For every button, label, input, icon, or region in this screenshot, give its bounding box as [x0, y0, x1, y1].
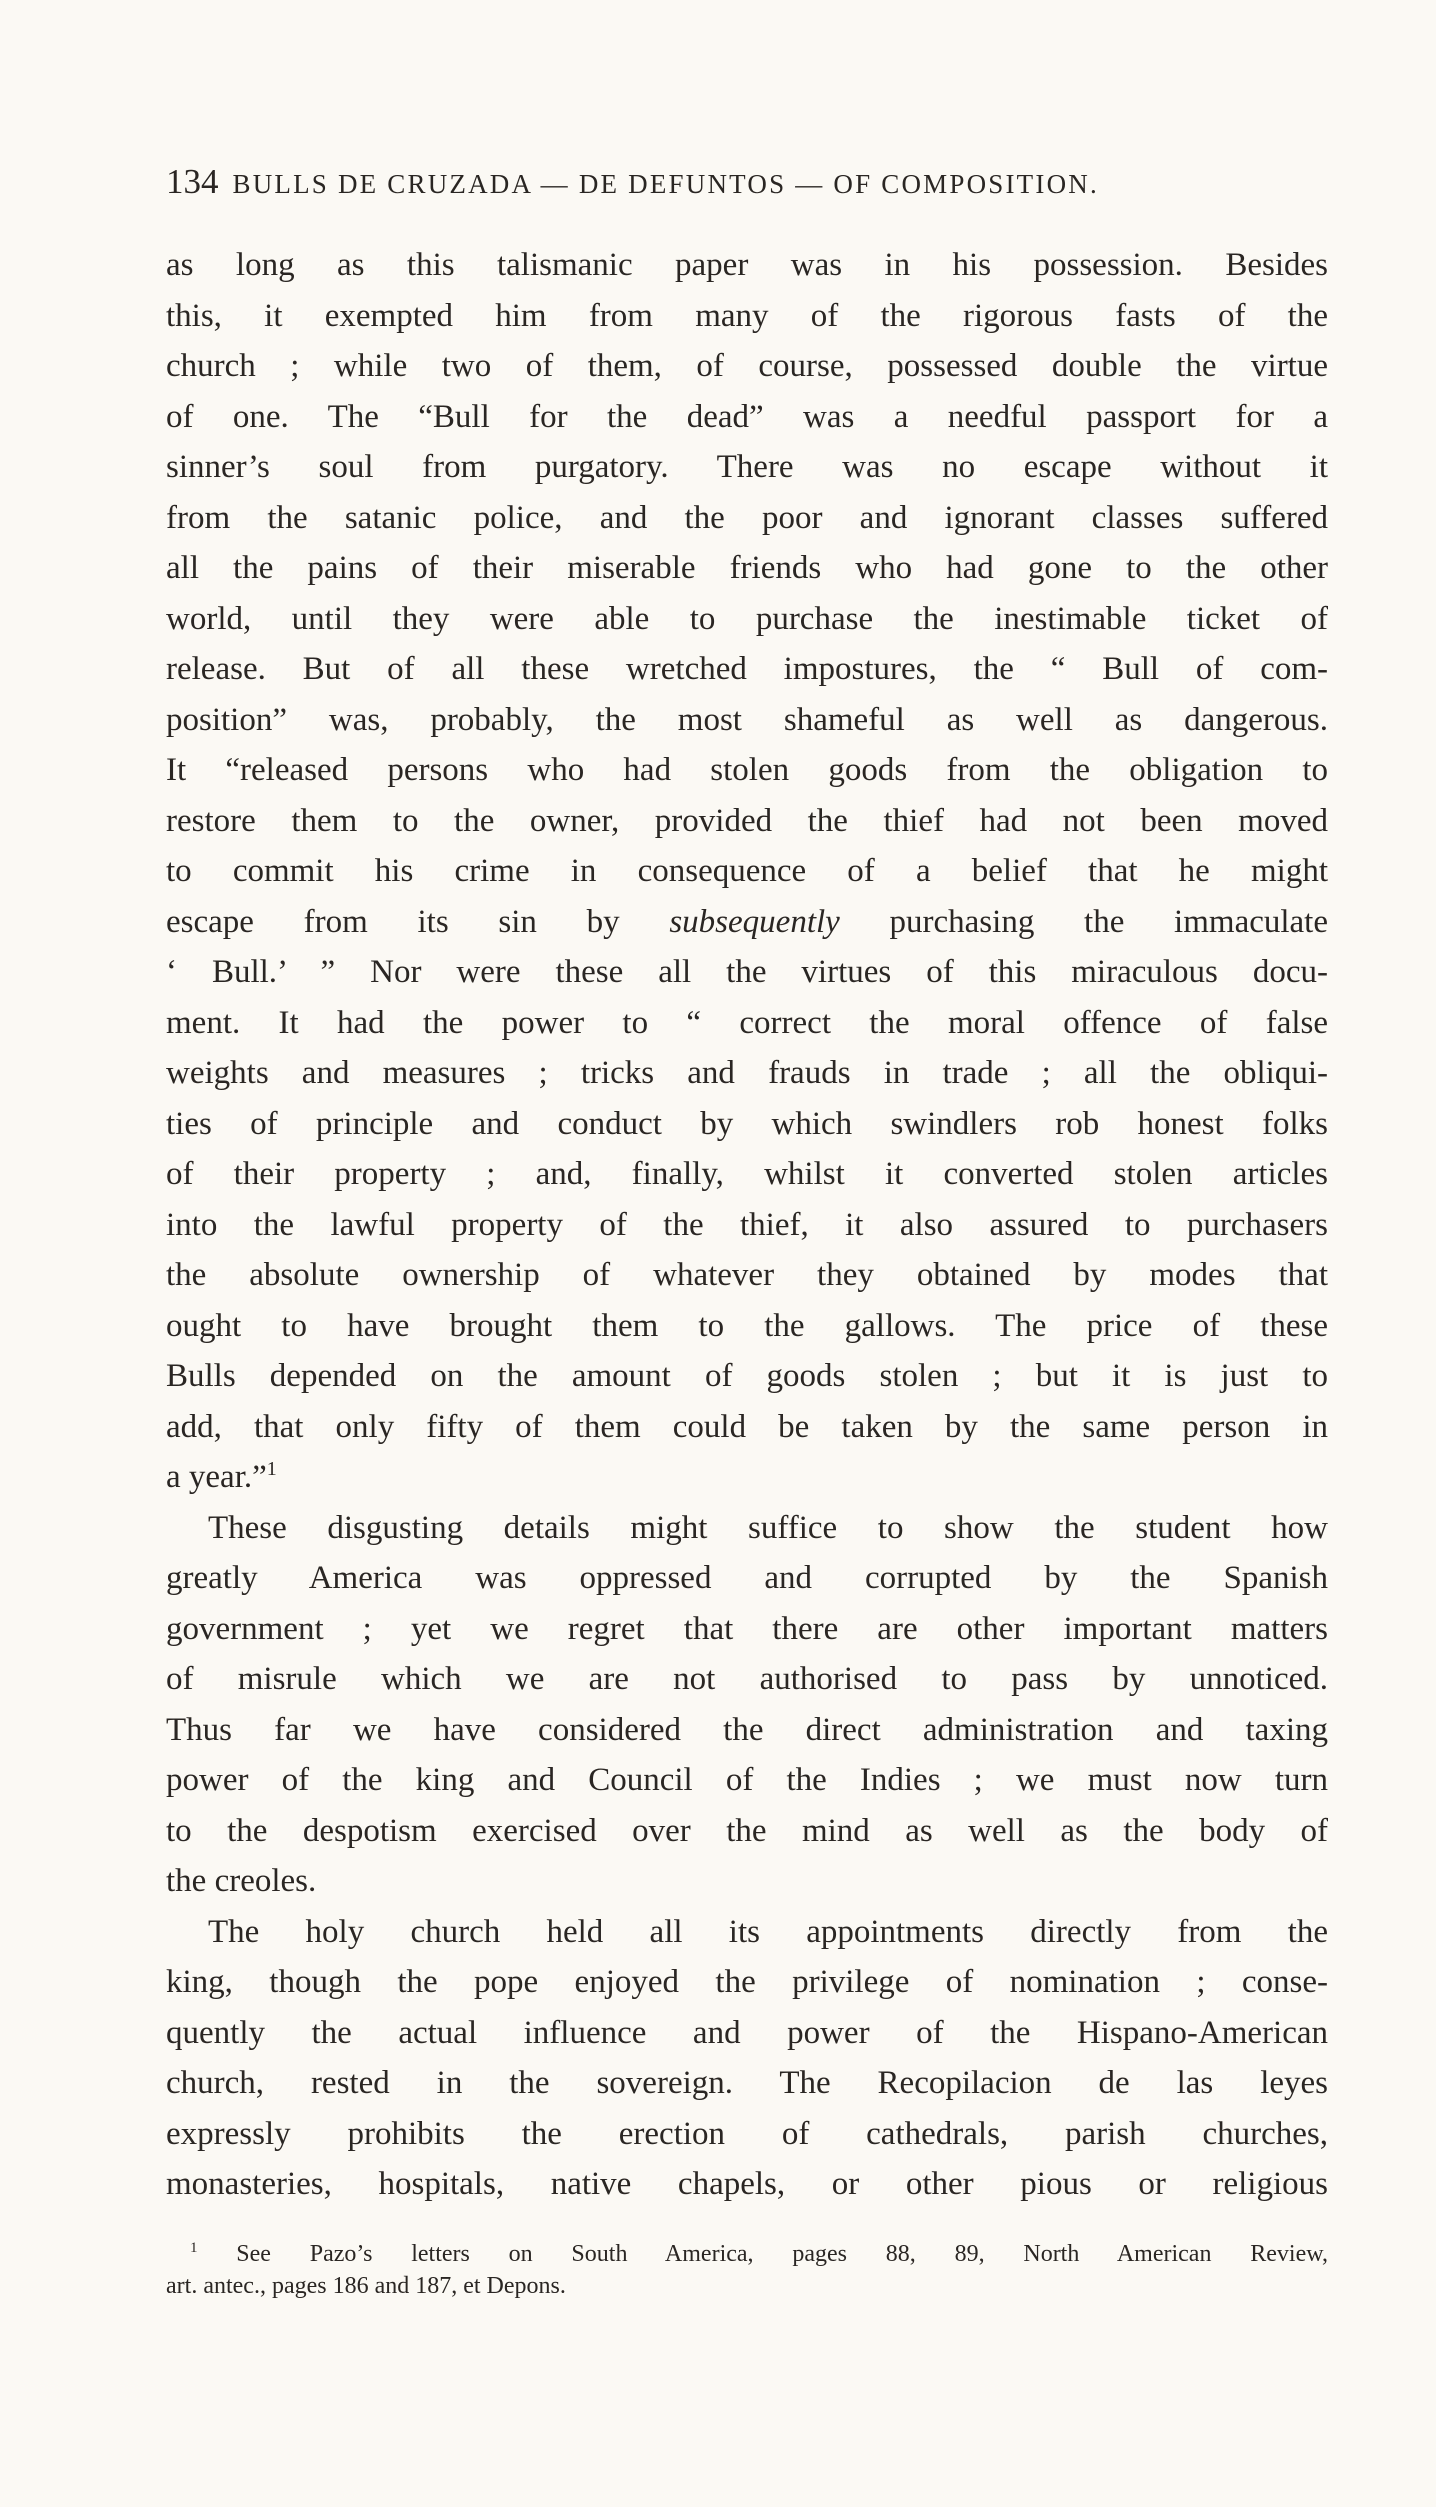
text-line: of one. The “Bull for the dead” was a needful passport for a — [166, 398, 1328, 435]
text-line: restore them to the owner, provided the thief had not been moved — [166, 802, 1328, 839]
text-line: The holy church held all its appointments directly from the — [208, 1913, 1328, 1950]
text-line: king, though the pope enjoyed the privilege of nomination ; conse- — [166, 1964, 1328, 2000]
text-line: add, that only fifty of them could be taken by the same person in — [166, 1408, 1328, 1445]
text-line: quently the actual influence and power of the Hispano-American — [166, 2014, 1328, 2051]
italic-emphasis: subsequently — [669, 903, 840, 940]
text-line: to commit his crime in consequence of a belief that he might — [166, 853, 1328, 889]
footnote-text: See Pazo’s letters on South America, pages 88, 89, North American Review, — [236, 2240, 1328, 2267]
text-line: into the lawful property of the thief, it also assured to purchasers — [166, 1206, 1328, 1243]
text-line: weights and measures ; tricks and frauds in trade ; all the obliqui- — [166, 1055, 1328, 1091]
text-line: position” was, probably, the most shameful as well as dangerous. — [166, 701, 1328, 738]
text-line: sinner’s soul from purgatory. There was no escape without it — [166, 449, 1328, 485]
text-line: to the despotism exercised over the mind as well as the body of — [166, 1812, 1328, 1849]
paragraph — [166, 1503, 1328, 1907]
text-segment: a year.” — [166, 1459, 267, 1495]
text-segment: purchasing the immaculate — [839, 903, 1328, 940]
paragraph — [166, 240, 1328, 1503]
text-line: from the satanic police, and the poor and ignorant classes suffered — [166, 499, 1328, 536]
text-line — [166, 1452, 1328, 1503]
text-line: the creoles. — [166, 1863, 317, 1899]
text-line: ment. It had the power to “ correct the moral offence of false — [166, 1004, 1328, 1041]
text-line: world, until they were able to purchase the inestimable ticket of — [166, 600, 1328, 637]
text-line: as long as this talismanic paper was in his possession. Besides — [166, 247, 1328, 283]
footnote-reference[interactable]: 1 — [266, 1458, 277, 1480]
text-line: of their property ; and, finally, whilst it converted stolen articles — [166, 1156, 1328, 1192]
running-header — [166, 162, 1328, 222]
text-line: expressly prohibits the erection of cathedrals, parish churches, — [166, 2115, 1328, 2152]
text-line: this, it exempted him from many of the rigorous fasts of the — [166, 297, 1328, 334]
text-line: all the pains of their miserable friends who had gone to the other — [166, 550, 1328, 586]
text-line: ‘ Bull.’ ” Nor were these all the virtues of this miraculous docu- — [166, 954, 1328, 990]
paragraph — [166, 1907, 1328, 2210]
text-line: It “released persons who had stolen goods from the obligation to — [166, 752, 1328, 788]
text-line: greatly America was oppressed and corrupted by the Spanish — [166, 1560, 1328, 1596]
book-page — [166, 162, 1328, 2302]
text-line: release. But of all these wretched impostures, the “ Bull of com- — [166, 651, 1328, 687]
footnote-line: art. antec., pages 186 and 187, et Depons. — [166, 2272, 566, 2299]
text-line: the absolute ownership of whatever they obtained by modes that — [166, 1257, 1328, 1293]
text-line: church ; while two of them, of course, possessed double the virtue — [166, 348, 1328, 384]
text-line: ties of principle and conduct by which swindlers rob honest folks — [166, 1105, 1328, 1142]
footnote-mark: 1 — [190, 2239, 198, 2256]
footnote-line — [166, 2238, 1328, 2270]
body-text — [166, 240, 1328, 2210]
footnote — [166, 2238, 1328, 2302]
text-line: These disgusting details might suffice to show the student how — [208, 1509, 1328, 1546]
page-number: 134 — [166, 162, 219, 201]
text-line: Bulls depended on the amount of goods stolen ; but it is just to — [166, 1358, 1328, 1394]
text-line — [166, 897, 1328, 948]
text-line: ought to have brought them to the gallows. The price of these — [166, 1307, 1328, 1344]
text-line: church, rested in the sovereign. The Recopilacion de las leyes — [166, 2065, 1328, 2101]
text-line: monasteries, hospitals, native chapels, or other pious or religious — [166, 2166, 1328, 2202]
text-segment: escape from its sin by — [166, 903, 670, 940]
text-line: of misrule which we are not authorised to pass by unnoticed. — [166, 1661, 1328, 1697]
text-line: government ; yet we regret that there are other important matters — [166, 1610, 1328, 1647]
text-line: Thus far we have considered the direct administration and taxing — [166, 1711, 1328, 1748]
running-title: BULLS DE CRUZADA — DE DEFUNTOS — OF COMPOSITION. — [232, 169, 1099, 199]
text-line: power of the king and Council of the Indies ; we must now turn — [166, 1762, 1328, 1798]
